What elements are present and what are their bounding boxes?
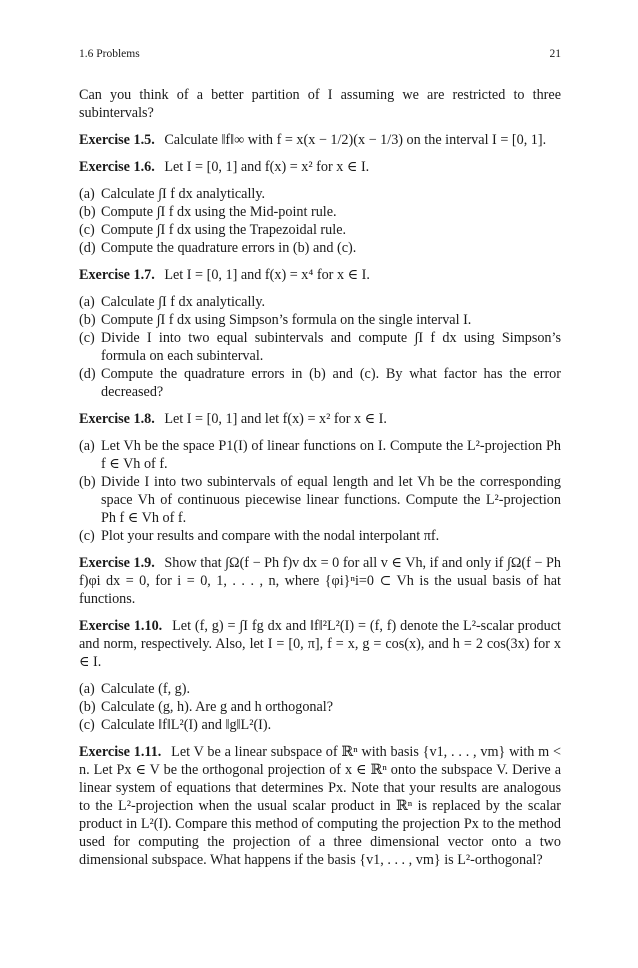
- list-item: [79, 365, 561, 401]
- item-text: Calculate ∫I f dx analytically.: [101, 186, 266, 202]
- exercise-text: Show that ∫Ω(f − Ph f)v dx = 0 for all v ∈ Vh, if and only if ∫Ω(f − Ph f)φi dx = 0, for i = 0, 1, . . . , n, where {φi}ⁿi=0 ⊂ Vh is the usual basis of hat functions.: [79, 555, 561, 607]
- item-text: Compute ∫I f dx using the Mid-point rule.: [101, 204, 337, 220]
- exercise-title: Exercise 1.9.: [79, 555, 155, 571]
- exercise-1-6: [79, 158, 561, 176]
- list-item: [79, 203, 561, 221]
- item-label: (d): [79, 366, 96, 382]
- item-text: Compute the quadrature errors in (b) and (c). By what factor has the error decreased?: [101, 366, 561, 400]
- list-item: [79, 473, 561, 527]
- item-text: Compute ∫I f dx using the Trapezoidal rule.: [101, 222, 347, 238]
- list-item: [79, 716, 561, 734]
- intro-paragraph: Can you think of a better partition of I assuming we are restricted to three subintervals?: [79, 87, 561, 121]
- item-text: Calculate ‖f‖L²(I) and ‖g‖L²(I).: [101, 717, 272, 733]
- exercise-text: Calculate ‖f‖∞ with f = x(x − 1/2)(x − 1/3) on the interval I = [0, 1].: [164, 132, 547, 148]
- item-text: Calculate ∫I f dx analytically.: [101, 294, 266, 310]
- list-item: [79, 437, 561, 473]
- list-item: [79, 221, 561, 239]
- item-label: (a): [79, 681, 95, 697]
- exercise-1-7: [79, 266, 561, 284]
- exercise-1-6-items: [79, 185, 561, 257]
- exercise-1-11: [79, 743, 561, 869]
- item-label: (b): [79, 312, 96, 328]
- list-item: [79, 329, 561, 365]
- item-text: Let Vh be the space P1(I) of linear functions on I. Compute the L²-projection Ph f ∈ Vh of f.: [101, 438, 561, 472]
- exercise-text: Let I = [0, 1] and f(x) = x² for x ∈ I.: [164, 159, 370, 175]
- item-label: (c): [79, 528, 95, 544]
- list-item: [79, 293, 561, 311]
- item-label: (d): [79, 240, 96, 256]
- item-label: (a): [79, 294, 95, 310]
- item-text: Divide I into two subintervals of equal length and let Vh be the corresponding space Vh of continuous piecewise linear functions. Compute the L²-projection Ph f ∈ Vh of f.: [101, 474, 561, 526]
- exercise-title: Exercise 1.8.: [79, 411, 155, 427]
- list-item: [79, 527, 561, 545]
- list-item: [79, 311, 561, 329]
- list-item: [79, 680, 561, 698]
- section-title: 1.6 Problems: [79, 48, 140, 60]
- item-text: Calculate (g, h). Are g and h orthogonal?: [101, 699, 334, 715]
- item-text: Compute the quadrature errors in (b) and (c).: [101, 240, 357, 256]
- item-text: Compute ∫I f dx using Simpson’s formula on the single interval I.: [101, 312, 472, 328]
- item-text: Plot your results and compare with the nodal interpolant πf.: [101, 528, 440, 544]
- exercise-text: Let V be a linear subspace of ℝⁿ with basis {v1, . . . , vm} with m < n. Let Px ∈ V be the orthogonal projection of x ∈ ℝⁿ onto the subspace V. Derive a linear system of equations that determines Px. Note that your results are analogous to the L²-projection when the usual scalar product in ℝⁿ is replaced by the scalar product in L²(I). Compare this method of computing the projection Px to the method used for computing the projection of a three dimensional vector onto a two dimensional subspace. What happens if the basis {v1, . . . , vm} is L²-orthogonal?: [79, 744, 561, 868]
- item-label: (a): [79, 186, 95, 202]
- running-head: [79, 48, 561, 60]
- exercise-1-5: [79, 131, 561, 149]
- exercise-title: Exercise 1.5.: [79, 132, 155, 148]
- exercise-1-8-items: [79, 437, 561, 545]
- exercise-text: Let I = [0, 1] and let f(x) = x² for x ∈ I.: [164, 411, 387, 427]
- exercise-1-10-items: [79, 680, 561, 734]
- item-label: (c): [79, 717, 95, 733]
- exercise-1-9: [79, 554, 561, 608]
- item-label: (b): [79, 699, 96, 715]
- item-label: (a): [79, 438, 95, 454]
- list-item: [79, 698, 561, 716]
- item-text: Divide I into two equal subintervals and compute ∫I f dx using Simpson’s formula on each subinterval.: [101, 330, 561, 364]
- exercise-1-8: [79, 410, 561, 428]
- page-number: 21: [549, 48, 561, 60]
- list-item: [79, 239, 561, 257]
- item-label: (b): [79, 474, 96, 490]
- item-label: (b): [79, 204, 96, 220]
- list-item: [79, 185, 561, 203]
- item-label: (c): [79, 222, 95, 238]
- exercise-title: Exercise 1.7.: [79, 267, 155, 283]
- exercise-1-10: [79, 617, 561, 671]
- page-body: [79, 86, 561, 878]
- exercise-1-7-items: [79, 293, 561, 401]
- exercise-title: Exercise 1.11.: [79, 744, 162, 760]
- exercise-title: Exercise 1.10.: [79, 618, 163, 634]
- item-label: (c): [79, 330, 95, 346]
- exercise-title: Exercise 1.6.: [79, 159, 155, 175]
- exercise-text: Let (f, g) = ∫I fg dx and ‖f‖²L²(I) = (f, f) denote the L²-scalar product and norm, respectively. Also, let I = [0, π], f = x, g = cos(x), and h = 2 cos(3x) for x ∈ I.: [79, 618, 561, 670]
- exercise-text: Let I = [0, 1] and f(x) = x⁴ for x ∈ I.: [164, 267, 370, 283]
- item-text: Calculate (f, g).: [101, 681, 191, 697]
